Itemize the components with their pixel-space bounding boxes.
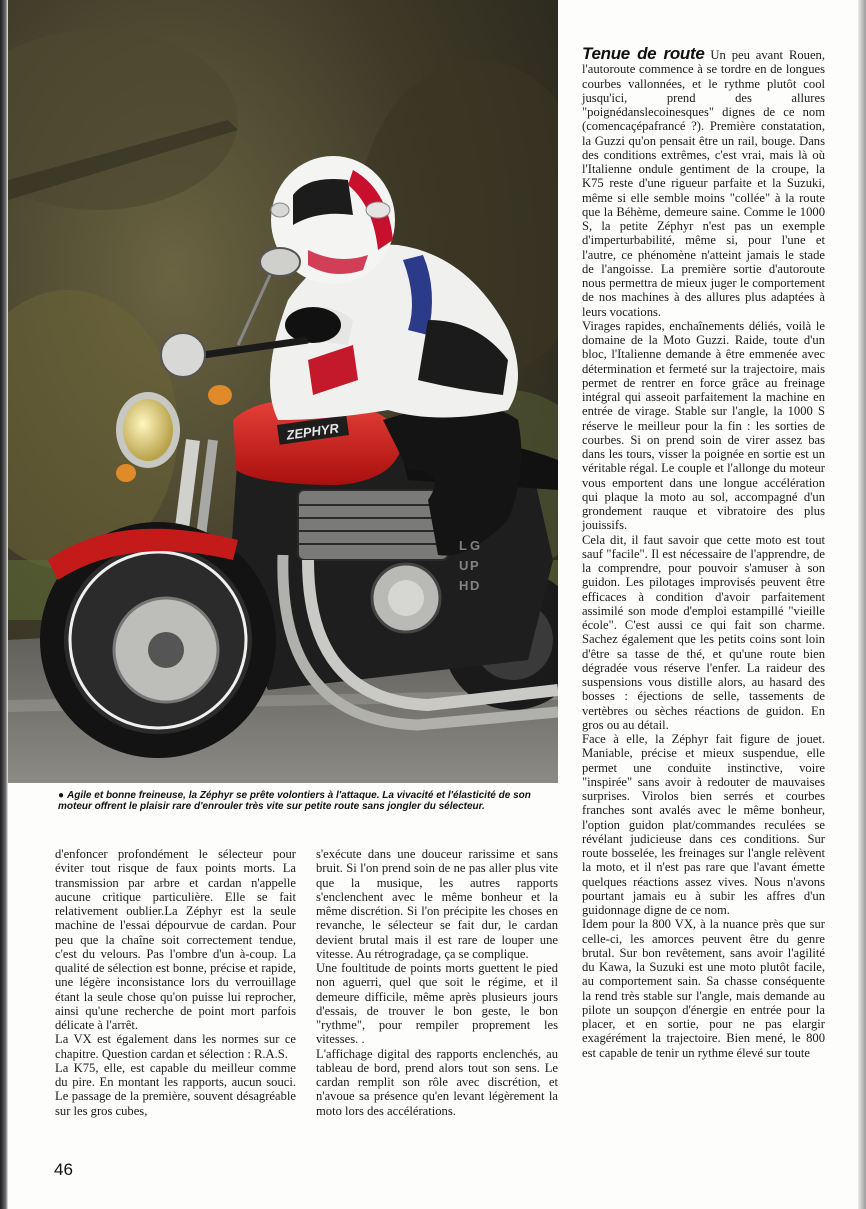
watermark-letter: D — [470, 578, 480, 593]
paragraph: Cela dit, il faut savoir que cette moto est tout sauf "facile". Il est nécessaire de l'apprendre, de la comprendre, pour pouvoir s'amuser à son guidon. Les pilotages improvisés peuvent être efficaces à condition d'avoir parfaitement assimilé son mode d'emploi estampillé "vieille école". C'est aussi ce qui fait son charme. Sachez également que les petits coins sont loin d'être sa tasse de thé, et qu'une route bien dégradée vous réserve l'enfer. La raideur des suspensions vous distille alors, au hasard des bosses : éjections de selle, tassements de vertèbres ou sèches réactions de guidon. En gros ou au détail. — [582, 532, 825, 732]
watermark-letter: P — [470, 558, 479, 573]
paragraph: s'exécute dans une douceur rarissime et sans bruit. Si l'on prend soin de ne pas aller plus vite que la musique, les autres rapports s'enclenchent avec le même bonheur et la même discrétion. Si l'on précipite les choses en revanche, le sélecteur se fait dur, le cardan devient brutal mais il est rare de louper une vitesse. Au rétrogradage, ça se complique. — [316, 847, 558, 961]
watermark-stamp — [425, 536, 487, 604]
paragraph: d'enfoncer profondément le sélecteur pour éviter tout risque de faux points morts. La transmission par arbre et cardan n'appelle aucune critique particulière. Elle se fait relativement oublier.La Zéphyr est la seule machine de l'essai dépourvue de cardan. Pour peu que la chaîne soit correctement tendue, c'est du velours. Pas l'ombre d'un à-coup. La qualité de sélection est bonne, précise et rapide, une légère inconsistance lors du verrouillage étant la seule chose qu'on puisse lui reprocher, ainsi qu'une recherche de point mort parfois délicate à l'arrêt. — [55, 847, 296, 1032]
text-column-2 — [316, 847, 558, 1118]
watermark-letter: L — [459, 538, 467, 553]
paragraph: La VX est également dans les normes sur ce chapitre. Question cardan et sélection : R.A.S. — [55, 1032, 296, 1061]
paragraph: Idem pour la 800 VX, à la nuance près que sur celle-ci, les amorces peuvent être du genre brutal. Sur bon revêtement, sans avoir l'agilité du Kawa, la Suzuki est une moto plutôt facile, au comportement sain. Sa chasse conséquente la rend très stable sur l'angle, mais demande au pilote un soupçon d'énergie en entrée pour la placer, et en sortie, pour ne pas elargir exagérément la trajectoire. Bien mené, le 800 est capable de tenir un rythme élevé sur toute — [582, 917, 825, 1060]
watermark-letter: G — [470, 538, 481, 553]
caption-text: Agile et bonne freineuse, la Zéphyr se prête volontiers à l'attaque. La vivacité et l'élasticité de son moteur offrent le plaisir rare d'enrouler très vite sur petite route sans jongler du sélecteur. — [58, 790, 531, 812]
paragraph: Face à elle, la Zéphyr fait figure de jouet. Maniable, précise et mieux suspendue, elle permet une conduite instinctive, voire "inspirée" sans avoir à redouter de mauvaises surprises. Virolos bien serrés et courbes franches sont avalés avec le même bonheur, l'option guidon plat/commandes reculées se révélant judicieuse dans ces conditions. Sur route bosselée, les freinages sur l'angle relèvent la moto, et il n'est pas rare que l'avant émette quelques réactions assez vives. Nous n'avons pourtant jamais eu à subir les affres d'un guidonnage digne de ce nom. — [582, 732, 825, 917]
paragraph: Virages rapides, enchaînements déliés, voilà le domaine de la Moto Guzzi. Raide, toute d'un bloc, l'Italienne demande à être emmenée avec détermination et fermeté sur la trajectoire, mais permet de rentrer en force grâce au freinage intégral qui asseoit parfaitement la machine en entrée de virage. Stable sur l'angle, la 1000 S réserve le meilleur pour la fin : les sorties de courbes. Si on prend soin de virer assez bas dans les tours, visser la poignée en sortie est un véritable régal. Le couple et l'allonge du moteur vous emportent dans une longue accélération qui plaque la moto au sol, accompagné d'un grondement rauque et vibratoire des plus jouissifs. — [582, 318, 825, 533]
watermark-letter: H — [459, 578, 469, 593]
svg-text:ZEPHYR: ZEPHYR — [285, 420, 340, 443]
page-number: 46 — [54, 1160, 73, 1179]
watermark-letter: U — [459, 558, 469, 573]
paragraph: Une foultitude de points morts guettent le pied non aguerri, quel que soit le régime, et il demeure difficile, même après plusieurs jours d'essais, de trouver le bon geste, le bon "rythme", pour rempiler proprement les vitesses. . — [316, 961, 558, 1047]
binding-edge — [0, 0, 8, 1209]
motorcycle-photo — [8, 0, 558, 783]
paragraph-text: Un peu avant Rouen, l'autoroute commence à se tordre en de longues courbes vallonnées, et le rythme plutôt cool jusqu'ici, prend des allures "poignédanslecoinesques" dignes de ce nom (comencaçépafrancé ?). Première constatation, la Guzzi qu'on pensait être un rail, bouge. Dans des conditions extrêmes, c'est vrai, mais là où l'Italienne ondule gentiment de la croupe, la K75 reste d'une rigueur parfaite et la Suzuki, même si elle semble moins "collée" à la route que la Béhème, demeure saine. Comme le 1000 S, la petite Zéphyr n'est pas un exemple d'imperturbabilité, même si, pour l'une et l'autre, ce phénomène n'atteint jamais le stade de l'angoisse. La première sortie d'autoroute nous permettra de mieux juger le comportement de nos machines à des allures plus adaptées à leurs vocations. — [582, 48, 825, 319]
paragraph: La K75, elle, est capable du meilleur comme du pire. En montant les rapports, aucun souci. Le passage de la première, souvent désagréable sur les gros cubes, — [55, 1060, 296, 1118]
motorcycle-illustration — [8, 0, 558, 783]
paragraph: L'affichage digital des rapports enclenchés, au tableau de bord, prend alors tout son sens. Le cardan remplit son rôle avec discrétion, et n'avoue sa présence qu'en levant légèrement la moto lors des accélérations. — [316, 1046, 558, 1118]
paragraph-with-headline — [582, 44, 825, 319]
text-column-3 — [582, 44, 825, 1060]
page-edge — [858, 0, 866, 1209]
text-column-1 — [55, 847, 296, 1118]
photo-caption — [58, 790, 558, 812]
section-headline: Tenue de route — [582, 44, 705, 63]
caption-bullet: ● — [58, 790, 65, 801]
